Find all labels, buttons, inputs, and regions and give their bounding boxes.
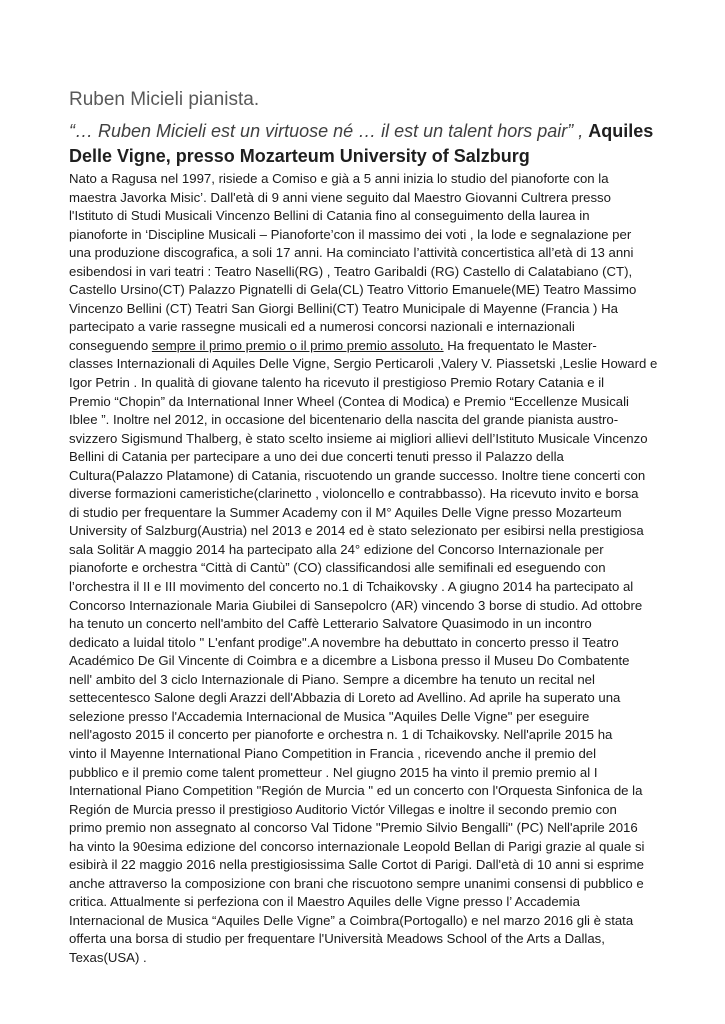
bio-line-text-after: Ha frequentato le Master-: [443, 337, 597, 353]
bio-line: [69, 430, 661, 449]
bio-line: [69, 838, 661, 857]
bio-line-text: Iblee ”. Inoltre nel 2012, in occasione del bicentenario della nascita del grande pianista austro-: [69, 412, 619, 428]
bio-line: [69, 504, 661, 523]
bio-line-text: diverse formazioni cameristiche(clarinetto , violoncello e contrabbasso). Ha ricevuto invito e borsa: [69, 486, 639, 502]
bio-line: [69, 875, 661, 894]
bio-line: [69, 949, 661, 968]
bio-line-text: pubblico e il premio come talent prometteur . Nel giugno 2015 ha vinto il premio premio al I: [69, 764, 598, 780]
bio-line-text: University of Salzburg(Austria) nel 2013 e 2014 ed è stato selezionato per esibirsi nella prestigiosa: [69, 523, 644, 539]
bio-line-text: esibendosi in vari teatri : Teatro Naselli(RG) , Teatro Garibaldi (RG) Castello di Calatabiano (CT),: [69, 263, 633, 279]
bio-line-text: Vincenzo Bellini (CT) Teatri San Giorgi Bellini(CT) Teatro Municipale di Mayenne (Francia ) Ha: [69, 300, 618, 316]
bio-line-text: una produzione discografica, a soli 17 anni. Ha cominciato l’attività concertistica all’età di 13 anni: [69, 245, 634, 261]
bio-line: [69, 393, 661, 412]
bio-line: [69, 263, 661, 282]
bio-line: [69, 764, 661, 783]
bio-line-text: Castello Ursino(CT) Palazzo Pignatelli di Gela(CL) Teatro Vittorio Emanuele(ME) Teatro Massimo: [69, 282, 637, 298]
bio-line-text: Bellini di Catania per partecipare a uno dei due concerti tenuti presso il Palazzo della: [69, 449, 564, 465]
bio-line: [69, 318, 661, 337]
bio-line: [69, 634, 661, 653]
bio-line-text: nell'agosto 2015 il concerto per pianoforte e orchestra n. 1 di Tchaikovsky. Nell'aprile 2015 ha: [69, 727, 613, 743]
bio-line-text: l’orchestra il II e III movimento del concerto no.1 di Tchaikovsky . A giugno 2014 ha partecipato al: [69, 579, 634, 595]
bio-line: [69, 578, 661, 597]
bio-line-text: pianoforte e orchestra “Città di Cantù” (CO) classificandosi alle semifinali ed eseguendo con: [69, 560, 606, 576]
bio-line-text: ha vinto la 90esima edizione del concorso internazionale Leopold Bellan di Parigi grazie al quale si: [69, 838, 645, 854]
bio-line: [69, 244, 661, 263]
bio-line-text: esibirà il 22 maggio 2016 nella prestigiosissima Salle Cortot di Parigi. Dall'età di 10 anni si esprime: [69, 857, 644, 873]
bio-line: [69, 597, 661, 616]
bio-line: [69, 448, 661, 467]
bio-line-text: Concorso Internazionale Maria Giubilei di Sansepolcro (AR) vincendo 3 borse di studio. Ad ottobre: [69, 597, 643, 613]
bio-line-text: vinto il Mayenne International Piano Competition in Francia , ricevendo anche il premio del: [69, 745, 597, 761]
bio-line: [69, 652, 661, 671]
bio-line: [69, 689, 661, 708]
bio-line-text: primo premio non assegnato al concorso Val Tidone "Premio Silvio Bengalli" (PC) Nell'aprile 2016: [69, 820, 638, 836]
bio-line: [69, 467, 661, 486]
bio-line: [69, 912, 661, 931]
bio-line: [69, 893, 661, 912]
bio-line: [69, 189, 661, 208]
bio-line-text: Internacional de Musica “Aquiles Delle Vigne” a Coimbra(Portogallo) e nel marzo 2016 gli è stata: [69, 912, 634, 928]
bio-line: [69, 337, 661, 356]
bio-line: [69, 819, 661, 838]
bio-line-text: nell' ambito del 3 ciclo Internazionale di Piano. Sempre a dicembre ha tenuto un recital nel: [69, 671, 595, 687]
bio-line-text: di studio per frequentare la Summer Academy con il M° Aquiles Delle Vigne presso Mozarteum: [69, 504, 622, 520]
bio-line: [69, 281, 661, 300]
bio-line: [69, 170, 661, 189]
bio-line: [69, 930, 661, 949]
bio-line: [69, 522, 661, 541]
bio-line-text: Nato a Ragusa nel 1997, risiede a Comiso e già a 5 anni inizia lo studio del pianoforte con la: [69, 171, 609, 186]
bio-line: [69, 726, 661, 745]
biography-paragraph: [69, 170, 661, 968]
bio-line-text: ha tenuto un concerto nell'ambito del Caffè Letterario Salvatore Quasimodo in un incontro: [69, 616, 592, 632]
bio-line: [69, 355, 661, 374]
bio-line: [69, 745, 661, 764]
bio-line: [69, 411, 661, 430]
bio-line: [69, 782, 661, 801]
bio-line-text: Texas(USA) .: [69, 949, 147, 965]
bio-line: [69, 541, 661, 560]
bio-line-text: anche attraverso la composizione con brani che riscuotono sempre unanimi consensi di pubblico e: [69, 875, 644, 891]
bio-line-text: International Piano Competition "Región de Murcia " ed un concerto con l'Orquesta Sinfonica de la: [69, 783, 643, 799]
bio-line-text: Académico De Gil Vincente di Coimbra e a dicembre a Lisbona presso il Museu Do Combatente: [69, 653, 630, 669]
bio-line: [69, 801, 661, 820]
document-title: Ruben Micieli pianista.: [69, 89, 260, 110]
bio-line: [69, 374, 661, 393]
bio-line: [69, 300, 661, 319]
quote-attribution: Aquiles Delle Vigne, presso Mozarteum University of Salzburg: [69, 121, 654, 166]
bio-line-text: conseguendo: [69, 337, 152, 353]
bio-line: [69, 207, 661, 226]
bio-line-text: critica. Attualmente si perfeziona con il Maestro Aquiles delle Vigne presso l’ Accademia: [69, 894, 580, 910]
bio-line: [69, 615, 661, 634]
bio-line-text: pianoforte in ‘Discipline Musicali – Pianoforte’con il massimo dei voti , la lode e segnalazione per: [69, 226, 632, 242]
bio-line-text: Cultura(Palazzo Platamone) di Catania, riscuotendo un grande successo. Inoltre tiene concerti con: [69, 467, 646, 483]
bio-line: [69, 671, 661, 690]
quote-text: “… Ruben Micieli est un virtuose né … il est un talent hors pair” ,: [69, 121, 584, 141]
bio-line-text: settecentesco Salone degli Arazzi dell'Abbazia di Loreto ad Avellino. Ad aprile ha superato una: [69, 690, 621, 706]
bio-line: [69, 856, 661, 875]
bio-line-text: maestra Javorka Misic’. Dall'età di 9 anni viene seguito dal Maestro Giovanni Cultrera presso: [69, 189, 611, 205]
press-quote: [69, 119, 661, 168]
bio-line-text: partecipato a varie rassegne musicali ed a numerosi concorsi nazionali e internazionali: [69, 319, 575, 335]
bio-line-text: l'Istituto di Studi Musicali Vincenzo Bellini di Catania fino al conseguimento della laurea in: [69, 208, 590, 224]
bio-line-text: offerta una borsa di studio per frequentare l'Università Meadows School of the Arts a Dallas,: [69, 931, 605, 947]
bio-line-text: sala Solitär A maggio 2014 ha partecipato alla 24° edizione del Concorso Internazionale per: [69, 541, 604, 557]
bio-line-text: dedicato a luidal titolo " L'enfant prodige".A novembre ha debuttato in concerto presso il Teatro: [69, 634, 619, 650]
bio-line-text: Premio “Chopin” da International Inner Wheel (Contea di Modica) e Premio “Eccellenze Musicali: [69, 393, 629, 409]
bio-line-text: classes Internazionali di Aquiles Delle Vigne, Sergio Perticaroli ,Valery V. Piassetski ,Leslie Howard e: [69, 356, 658, 372]
bio-line: [69, 708, 661, 727]
bio-line-text: svizzero Sigismund Thalberg, è stato scelto insieme ai migliori allievi dell’Istituto Musicale Vincenzo: [69, 430, 648, 446]
bio-line-text: selezione presso l'Accademia Internacional de Musica "Aquiles Delle Vigne" per eseguire: [69, 708, 590, 724]
bio-line: [69, 485, 661, 504]
bio-line-underlined-text: sempre il primo premio o il primo premio assoluto.: [151, 337, 444, 353]
bio-line-text: Región de Murcia presso il prestigioso Auditorio Victór Villegas e inoltre il secondo premio con: [69, 801, 617, 817]
bio-line: [69, 559, 661, 578]
bio-line: [69, 226, 661, 245]
bio-line-text: Igor Petrin . In qualità di giovane talento ha ricevuto il prestigioso Premio Rotary Catania e il: [69, 375, 605, 391]
